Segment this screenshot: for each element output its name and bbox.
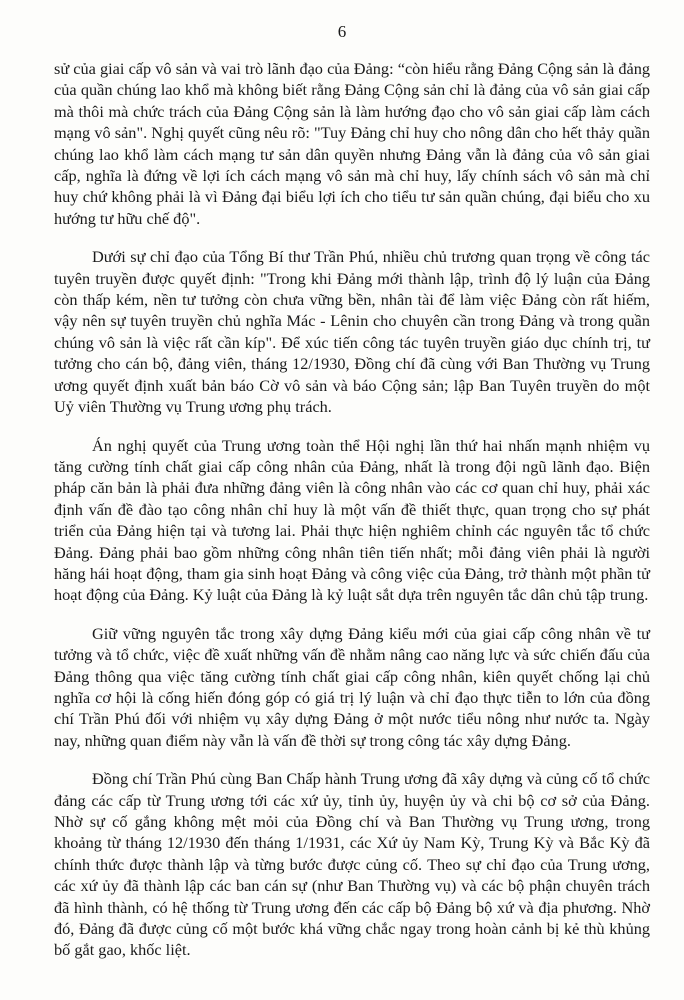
page-number: 6 [337,22,347,41]
paragraph-principles: Giữ vững nguyên tắc trong xây dựng Đảng kiểu mới của giai cấp công nhân về tư tưởng và tổ chức, việc đề xuất những vấn đề nhằm nâng cao năng lực và sức chiến đấu của Đảng thông qua việc tăng cường tính chất giai cấp công nhân, kiên quyết chống lại chủ nghĩa cơ hội là cống hiến đóng góp có giá trị lý luận và chỉ đạo thực tiễn to lớn của đồng chí Trần Phú đối với nhiệm vụ xây dựng Đảng ở một nước tiểu nông như nước ta. Ngày nay, những quan điểm này vẫn là vấn đề thời sự trong công tác xây dựng Đảng. [54,623,650,750]
page-body [54,58,650,978]
paragraph-organization: Đồng chí Trần Phú cùng Ban Chấp hành Trung ương đã xây dựng và củng cố tổ chức đảng các cấp từ Trung ương tới các xứ ủy, tỉnh ủy, huyện ủy và chi bộ cơ sở của Đảng. Nhờ sự cố gắng không mệt mỏi của Đồng chí và Ban Thường vụ Trung ương, trong khoảng từ tháng 12/1930 đến tháng 1/1931, các Xứ ủy Nam Kỳ, Trung Kỳ và Bắc Kỳ đã chính thức được thành lập và từng bước được củng cố. Theo sự chỉ đạo của Trung ương, các xứ ủy đã thành lập các ban cán sự (như Ban Thường vụ) và các bộ phận chuyên trách đã hình thành, có hệ thống từ Trung ương đến các cấp bộ Đảng bộ xứ và địa phương. Nhờ đó, Đảng đã được củng cố một bước khá vững chắc ngay trong hoàn cảnh bị kẻ thù khủng bố gắt gao, khốc liệt. [54,769,650,960]
paragraph-propaganda: Dưới sự chỉ đạo của Tổng Bí thư Trần Phú, nhiều chủ trương quan trọng về công tác tuyên truyền được quyết định: "Trong khi Đảng mới thành lập, trình độ lý luận của Đảng còn thấp kém, nền tư tưởng còn chưa vững bền, nhân tài để làm việc Đảng còn rất hiếm, vậy nên sự tuyên truyền chủ nghĩa Mác - Lênin cho chuyên cần trong Đảng và trong quần chúng vô sản là việc rất cần kíp". Để xúc tiến công tác tuyên truyền giáo dục chính trị, tư tưởng cho cán bộ, đảng viên, tháng 12/1930, Đồng chí đã cùng với Ban Thường vụ Trung ương quyết định xuất bản báo Cờ vô sản và báo Cộng sản; lập Ban Tuyên truyền do một Uỷ viên Thường vụ Trung ương phụ trách. [54,247,650,417]
paragraph-resolution: Án nghị quyết của Trung ương toàn thể Hội nghị lần thứ hai nhấn mạnh nhiệm vụ tăng cường tính chất giai cấp công nhân của Đảng, nhất là trong đội ngũ lãnh đạo. Biện pháp căn bản là phải đưa những đảng viên là công nhân vào các cơ quan chỉ huy, phải xác định vấn đề đào tạo công nhân chỉ huy là một vấn đề thiết thực, quan trọng cho sự phát triển của Đảng hiện tại và tương lai. Phải thực hiện nghiêm chỉnh các nguyên tắc tổ chức Đảng. Đảng phải bao gồm những công nhân tiên tiến nhất; mỗi đảng viên phải là người hăng hái hoạt động, tham gia sinh hoạt Đảng và công việc của Đảng, trở thành một phần tử hoạt động của Đảng. Kỷ luật của Đảng là kỷ luật sắt dựa trên nguyên tắc dân chủ tập trung. [54,435,650,605]
paragraph-continuation: sử của giai cấp vô sản và vai trò lãnh đạo của Đảng: “còn hiểu rằng Đảng Cộng sản là đảng của quần chúng lao khổ mà không biết rằng Đảng Cộng sản chỉ là đảng của vô sản giai cấp mà thôi mà chức trách của Đảng Cộng sản là làm hướng đạo cho vô sản giai cấp làm cách mạng vô sản". Nghị quyết cũng nêu rõ: "Tuy Đảng chỉ huy cho nông dân cho hết thảy quần chúng lao khổ làm cách mạng tư sản dân quyền nhưng Đảng vẫn là đảng của vô sản giai cấp, nghĩa là đứng về lợi ích cách mạng vô sản mà chỉ huy, lấy chính sách vô sản mà chỉ huy chứ không phải là vì Đảng đại biểu lợi ích cho tiểu tư sản quần chúng, đại biểu cho xu hướng tư hữu chế độ". [54,59,650,228]
